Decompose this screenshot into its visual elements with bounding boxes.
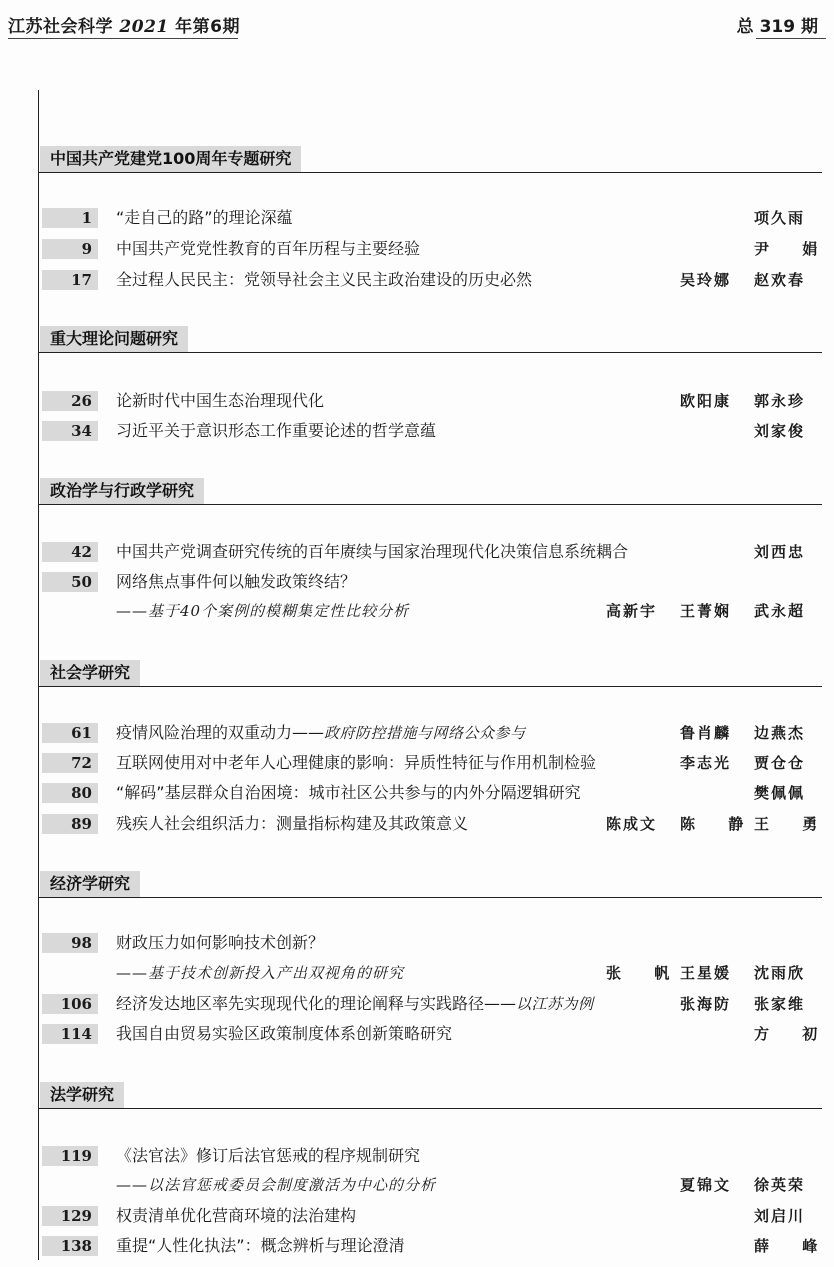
- header-rule-left: [8, 38, 238, 39]
- authors: [748, 540, 822, 564]
- article-title: [116, 721, 526, 745]
- article-title: [116, 992, 594, 1016]
- article-subtitle: ——以法官惩戒委员会制度激活为中心的分析: [116, 1176, 437, 1194]
- article-title: 全过程人民民主：党领导社会主义民主政治建设的历史必然: [116, 270, 533, 289]
- section-heading: [38, 1082, 822, 1110]
- toc-entry[interactable]: [38, 781, 822, 807]
- toc-entry[interactable]: [38, 237, 832, 263]
- section-title: 经济学研究: [40, 871, 140, 897]
- article-subtitle: ——基于技术创新投入产出双视角的研究: [116, 964, 405, 982]
- section-heading: [38, 326, 822, 354]
- author: 边燕杰: [754, 724, 806, 742]
- toc-entry[interactable]: [38, 1022, 832, 1048]
- authors: [674, 1173, 822, 1197]
- section-rule: [38, 172, 822, 173]
- article-title: 中国共产党调查研究传统的百年赓续与国家治理现代化决策信息系统耦合: [116, 542, 629, 561]
- author: 张 帆: [606, 964, 684, 982]
- authors: [674, 992, 822, 1016]
- author: 徐英荣: [754, 1176, 806, 1194]
- section-rule: [38, 686, 822, 687]
- page-number: 138: [42, 1236, 98, 1256]
- section-title: 政治学与行政学研究: [40, 478, 204, 504]
- page-number: 26: [42, 391, 98, 411]
- toc-entry[interactable]: [38, 540, 822, 566]
- toc-entry[interactable]: [38, 721, 822, 747]
- journal-issue: [8, 12, 240, 37]
- authors: [748, 1234, 832, 1258]
- author: 李志光: [680, 754, 732, 772]
- authors: [674, 721, 822, 745]
- page-number: 114: [42, 1024, 98, 1044]
- authors: [748, 419, 822, 443]
- section-rule: [38, 352, 822, 353]
- toc-entry[interactable]: [38, 992, 822, 1018]
- section-rule: [38, 504, 822, 505]
- toc-entry[interactable]: [38, 1144, 822, 1170]
- section-title: 法学研究: [40, 1082, 124, 1108]
- page-number: 61: [42, 723, 98, 743]
- section-title: 社会学研究: [40, 660, 140, 686]
- article-title: 财政压力如何影响技术创新？: [116, 933, 325, 952]
- author: 吴玲娜: [680, 271, 732, 289]
- article-title: 习近平关于意识形态工作重要论述的哲学意蕴: [116, 421, 437, 440]
- article-title-main: 疫情风险治理的双重动力——: [116, 723, 325, 742]
- toc-entry-subtitle[interactable]: [38, 1173, 822, 1199]
- page-number: 89: [42, 814, 98, 834]
- author: 王菁娴: [680, 602, 732, 620]
- article-title-italic: 以江苏为例: [516, 995, 594, 1013]
- article-title-main: 经济发达地区率先实现现代化的理论阐释与实践路径——: [116, 994, 517, 1013]
- page-number: 9: [42, 239, 98, 259]
- toc-entry[interactable]: [38, 1234, 832, 1260]
- toc-entry[interactable]: [38, 1204, 822, 1230]
- authors: [674, 389, 822, 413]
- author: 方 初: [754, 1025, 832, 1043]
- authors: [748, 206, 822, 230]
- article-title: 残疾人社会组织活力：测量指标构建及其政策意义: [116, 814, 469, 833]
- toc-entry[interactable]: [38, 751, 822, 777]
- article-title: “解码”基层群众自治困境：城市社区公共参与的内外分隔逻辑研究: [116, 783, 581, 802]
- page-number: 42: [42, 542, 98, 562]
- toc-entry[interactable]: [38, 206, 822, 232]
- article-title-italic: 政府防控措施与网络公众参与: [324, 724, 526, 742]
- section-heading: [38, 660, 822, 688]
- author: 沈雨欣: [754, 964, 806, 982]
- author: 刘启川: [754, 1207, 806, 1225]
- page-number: 50: [42, 572, 98, 592]
- section-rule: [38, 897, 822, 898]
- author: 高新宇: [606, 602, 658, 620]
- author: 项久雨: [754, 209, 806, 227]
- page-header: [8, 8, 826, 38]
- author: 王 勇: [754, 815, 832, 833]
- author: 赵欢春: [754, 271, 806, 289]
- toc-entry[interactable]: [38, 419, 822, 445]
- issue-year: 2021: [119, 17, 169, 37]
- section-title: 中国共产党建党100周年专题研究: [40, 146, 301, 172]
- author: 贾仓仓: [754, 754, 806, 772]
- section-title: 重大理论问题研究: [40, 326, 188, 352]
- page-number: 1: [42, 208, 98, 228]
- article-title: “走自己的路”的理论深蕴: [116, 208, 293, 227]
- authors: [748, 237, 832, 261]
- author: 武永超: [754, 602, 806, 620]
- authors: [674, 268, 822, 292]
- article-subtitle: ——基于40个案例的模糊集定性比较分析: [116, 602, 410, 620]
- author: 薛 峰: [754, 1237, 832, 1255]
- section-heading: [38, 146, 822, 174]
- page-number: 80: [42, 783, 98, 803]
- author: 夏锦文: [680, 1176, 732, 1194]
- journal-name: 江苏社会科学: [8, 17, 113, 37]
- article-title: 互联网使用对中老年人心理健康的影响：异质性特征与作用机制检验: [116, 753, 597, 772]
- toc-entry-subtitle[interactable]: [38, 961, 822, 987]
- author: 刘家俊: [754, 422, 806, 440]
- author: 樊佩佩: [754, 784, 806, 802]
- section-rule: [38, 1108, 822, 1109]
- author: 陈成文: [606, 815, 658, 833]
- toc-entry[interactable]: [38, 268, 822, 294]
- page-number: 119: [42, 1146, 98, 1166]
- article-title: 权责清单优化营商环境的法治建构: [116, 1206, 357, 1225]
- authors: [600, 599, 822, 623]
- page-number: 98: [42, 933, 98, 953]
- authors: [674, 751, 822, 775]
- article-title: 重提“人性化执法”：概念辨析与理论澄清: [116, 1236, 405, 1255]
- page-number: 17: [42, 270, 98, 290]
- toc-entry-subtitle[interactable]: [38, 599, 822, 625]
- authors: [600, 961, 822, 985]
- total-issue: 总 319 期: [736, 17, 818, 37]
- authors: [748, 1022, 832, 1046]
- author: 鲁肖麟: [680, 724, 732, 742]
- article-title: 论新时代中国生态治理现代化: [116, 391, 325, 410]
- authors: [748, 781, 822, 805]
- article-title: 《法官法》修订后法官惩戒的程序规制研究: [116, 1146, 421, 1165]
- section-heading: [38, 478, 822, 506]
- author: 陈 静: [680, 815, 758, 833]
- author: 尹 娟: [754, 240, 832, 258]
- page-number: 72: [42, 753, 98, 773]
- author: 刘西忠: [754, 543, 806, 561]
- article-title: 网络焦点事件何以触发政策终结？: [116, 572, 357, 591]
- author: 张海防: [680, 995, 732, 1013]
- page-number: 129: [42, 1206, 98, 1226]
- toc-entry[interactable]: [38, 812, 832, 838]
- author: 欧阳康: [680, 392, 732, 410]
- toc-entry[interactable]: [38, 570, 822, 596]
- author: 郭永珍: [754, 392, 806, 410]
- article-title: 中国共产党党性教育的百年历程与主要经验: [116, 239, 421, 258]
- author: 张家维: [754, 995, 806, 1013]
- article-title: 我国自由贸易实验区政策制度体系创新策略研究: [116, 1024, 453, 1043]
- toc-entry[interactable]: [38, 931, 822, 957]
- page-number: 34: [42, 421, 98, 441]
- issue-number: 年第6期: [175, 17, 241, 37]
- header-rule-right: [756, 38, 826, 39]
- authors: [600, 812, 832, 836]
- page-number: 106: [42, 994, 98, 1014]
- authors: [748, 1204, 822, 1228]
- toc-entry[interactable]: [38, 389, 822, 415]
- section-heading: [38, 871, 822, 899]
- author: 王星媛: [680, 964, 732, 982]
